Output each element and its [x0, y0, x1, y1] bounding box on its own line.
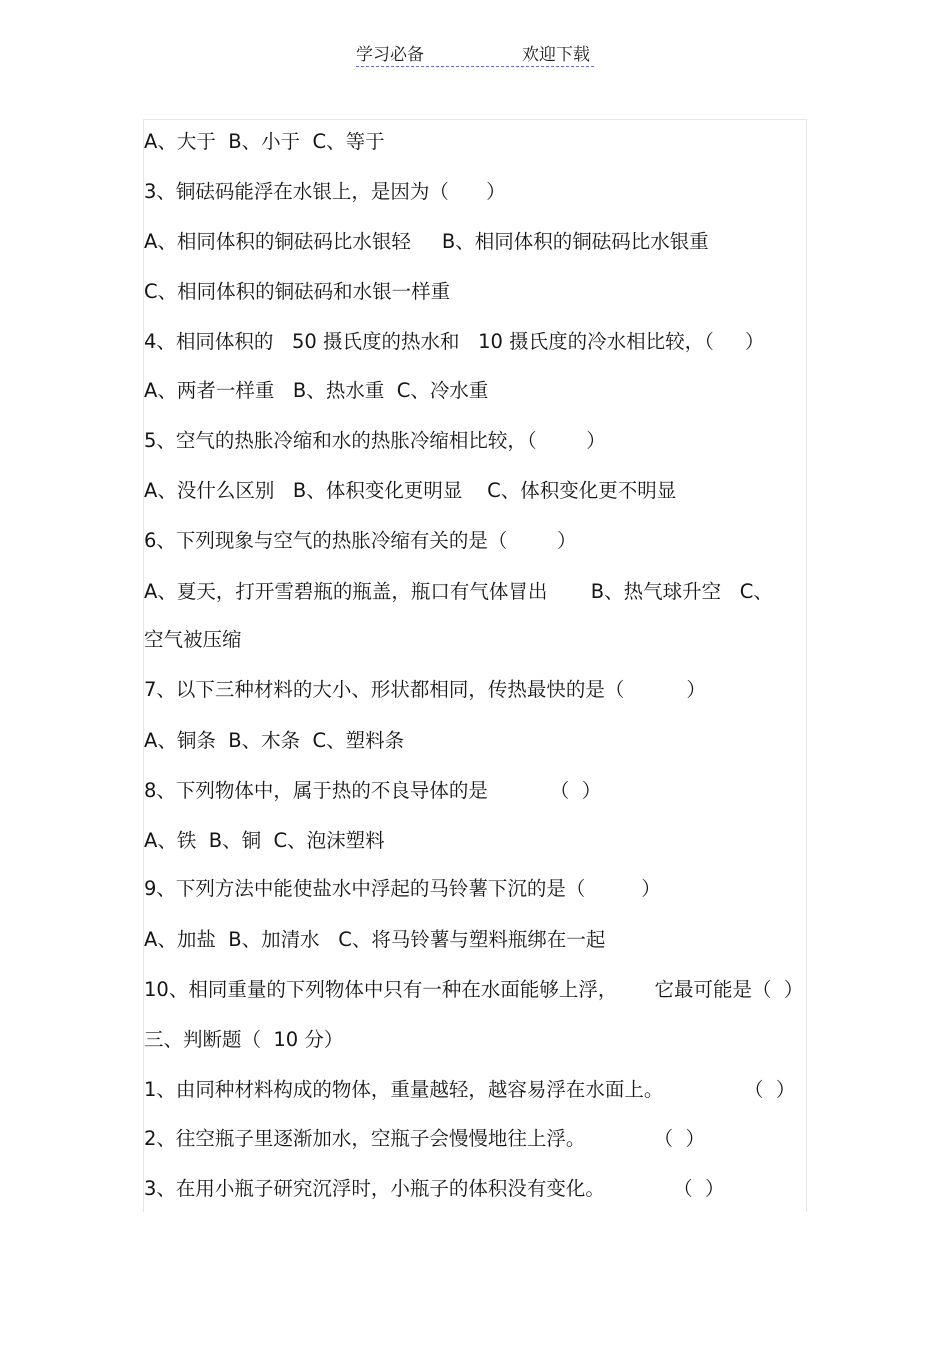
question-line: C、相同体积的铜砝码和水银一样重 — [144, 280, 451, 303]
question-line: 空气被压缩 — [144, 628, 242, 651]
header-left-text: 学习必备 — [356, 45, 424, 65]
question-line: A、铁 B、铜 C、泡沫塑料 — [144, 829, 385, 852]
question-line: 10、相同重量的下列物体中只有一种在水面能够上浮， 它最可能是（ ） — [144, 978, 804, 1001]
question-line: 9、下列方法中能使盐水中浮起的马铃薯下沉的是（ ） — [144, 877, 661, 900]
question-line: A、大于 B、小于 C、等于 — [144, 130, 385, 153]
question-line: 4、相同体积的 50 摄氏度的热水和 10 摄氏度的冷水相比较，（ ） — [144, 330, 765, 353]
question-line: 1、由同种材料构成的物体，重量越轻，越容易浮在水面上。 （ ） — [144, 1078, 796, 1101]
question-line: A、相同体积的铜砝码比水银轻 B、相同体积的铜砝码比水银重 — [144, 230, 709, 253]
question-line: A、夏天，打开雪碧瓶的瓶盖，瓶口有气体冒出 B、热气球升空 C、 — [144, 580, 773, 603]
question-line: A、没什么区别 B、体积变化更明显 C、体积变化更不明显 — [144, 479, 677, 502]
question-line: 2、往空瓶子里逐渐加水，空瓶子会慢慢地往上浮。 （ ） — [144, 1127, 705, 1150]
question-line: A、铜条 B、木条 C、塑料条 — [144, 729, 405, 752]
question-line: 3、在用小瓶子研究沉浮时，小瓶子的体积没有变化。 （ ） — [144, 1177, 725, 1200]
question-line: A、加盐 B、加清水 C、将马铃薯与塑料瓶绑在一起 — [144, 928, 606, 951]
question-line: A、两者一样重 B、热水重 C、冷水重 — [144, 379, 489, 402]
question-line: 5、空气的热胀冷缩和水的热胀冷缩相比较，（ ） — [144, 429, 606, 452]
page-header — [356, 40, 594, 67]
question-line: 3、铜砝码能浮在水银上，是因为（ ） — [144, 180, 506, 203]
question-line: 6、下列现象与空气的热胀冷缩有关的是（ ） — [144, 529, 577, 552]
section-heading: 三、判断题（ 10 分） — [144, 1028, 344, 1051]
question-line: 7、以下三种材料的大小、形状都相同，传热最快的是（ ） — [144, 678, 706, 701]
question-line: 8、下列物体中，属于热的不良导体的是 （ ） — [144, 779, 602, 802]
header-right-text: 欢迎下载 — [522, 45, 590, 65]
